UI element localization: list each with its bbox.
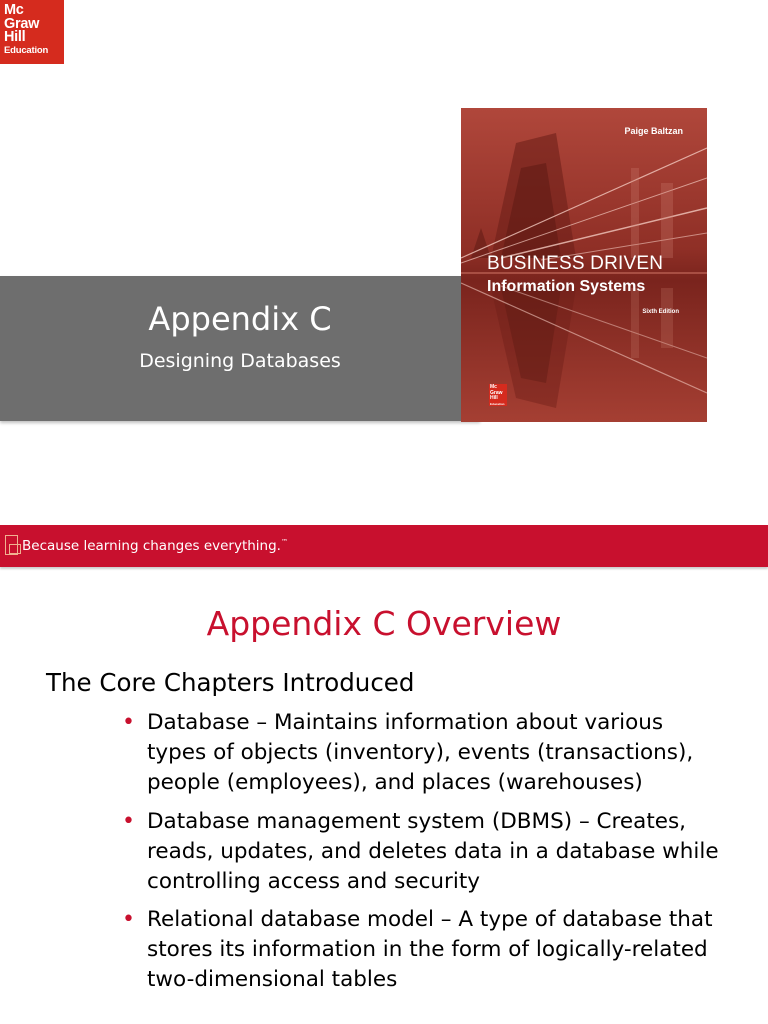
tagline-mark-icon [5, 535, 18, 555]
slide-subtitle: Designing Databases [139, 350, 341, 372]
bullet-item [122, 708, 722, 798]
bullet-item [122, 905, 722, 995]
slide-title: Appendix C [148, 300, 332, 338]
book-logo-line-3: Hill [490, 395, 498, 401]
book-logo-line-2: Graw [490, 389, 503, 396]
bullet-dot-icon: • [122, 808, 135, 834]
book-logo-line-1: Mc [490, 384, 497, 390]
book-author: Paige Baltzan [624, 126, 683, 136]
overview-slide [0, 576, 768, 1024]
overview-subtitle: The Core Chapters Introduced [46, 668, 415, 697]
bullet-dot-icon: • [122, 710, 135, 735]
overview-title: Appendix C Overview [206, 604, 562, 643]
tagline-bar [0, 525, 768, 567]
logo-line-4: Education [4, 44, 49, 56]
bullet-text: Database management system (DBMS) – Creates, reads, updates, and deletes data in a database while controlling access and security [147, 808, 719, 894]
trademark-symbol: ™ [280, 538, 288, 546]
book-title-line-1: BUSINESS DRIVEN [487, 253, 664, 274]
logo-line-2: Graw [4, 15, 40, 32]
tagline: Because learning changes everything. [22, 538, 281, 554]
mcgraw-hill-logo [0, 0, 64, 64]
bullet-text: Relational database model – A type of database that stores its information in the form of logically-related two-dimensional tables [147, 907, 713, 992]
book-title-line-2: Information Systems [487, 278, 646, 295]
bullet-item [122, 807, 722, 897]
bullet-dot-icon: • [122, 907, 135, 932]
logo-line-1: Mc [4, 2, 24, 18]
logo-line-3: Hill [4, 29, 26, 45]
bullet-list [122, 708, 722, 1004]
book-publisher-logo [489, 384, 507, 406]
book-cover [461, 108, 707, 422]
tagline-text [22, 538, 288, 554]
book-logo-line-4: Education [490, 401, 505, 406]
bullet-text: Database – Maintains information about various types of objects (inventory), events (transactions), people (employees), and places (warehouses) [147, 710, 694, 795]
title-band [0, 276, 480, 421]
book-edition: Sixth Edition [642, 309, 679, 315]
